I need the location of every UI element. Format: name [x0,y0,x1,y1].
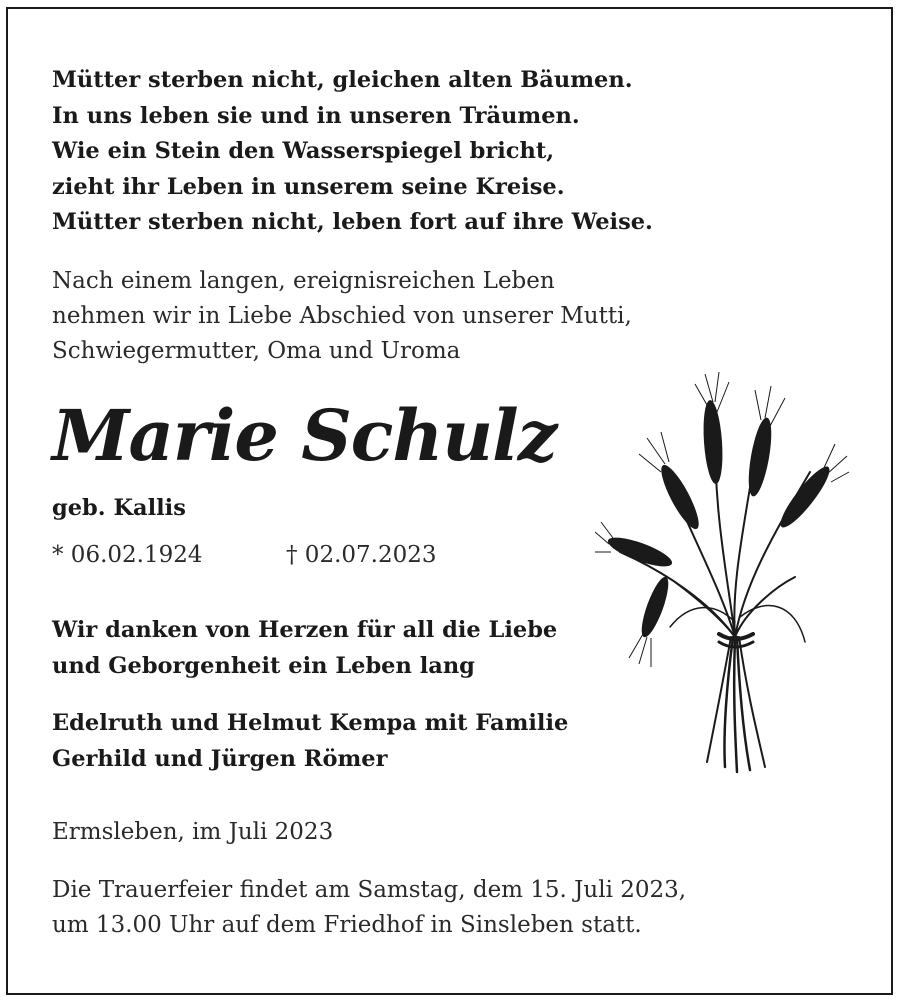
intro-line: Schwiegermutter, Oma und Uroma [52,338,461,364]
birth-date: * 06.02.1924 [52,542,203,568]
thanks-line: und Geborgenheit ein Leben lang [52,652,475,679]
thanks-text [52,613,557,684]
family-line: Gerhild und Jürgen Römer [52,745,388,772]
poem-line: zieht ihr Leben in unserem seine Kreise. [52,173,565,200]
family-signature [52,706,568,777]
memorial-poem [52,63,653,241]
funeral-line: um 13.00 Uhr auf dem Friedhof in Sinsleben statt. [52,912,642,938]
intro-line: Nach einem langen, ereignisreichen Leben [52,268,555,294]
thanks-line: Wir danken von Herzen für all die Liebe [52,617,558,643]
funeral-info [52,873,686,943]
intro-line: nehmen wir in Liebe Abschied von unserer Mutti, [52,303,632,329]
deceased-name: Marie Schulz [52,394,557,477]
poem-line: Mütter sterben nicht, gleichen alten Bäumen. [52,67,633,93]
poem-line: Mütter sterben nicht, leben fort auf ihre Weise. [52,209,653,235]
maiden-name: geb. Kallis [52,495,186,521]
poem-line: Wie ein Stein den Wasserspiegel bricht, [52,138,555,164]
funeral-line: Die Trauerfeier findet am Samstag, dem 15. Juli 2023, [52,877,687,903]
life-dates [52,538,437,572]
family-line: Edelruth und Helmut Kempa mit Familie [52,710,569,736]
intro-text [52,264,632,369]
wheat-bundle-icon [595,372,850,777]
place-date: Ermsleben, im Juli 2023 [52,819,334,845]
poem-line: In uns leben sie und in unseren Träumen. [52,102,580,129]
death-date: † 02.07.2023 [286,542,437,568]
